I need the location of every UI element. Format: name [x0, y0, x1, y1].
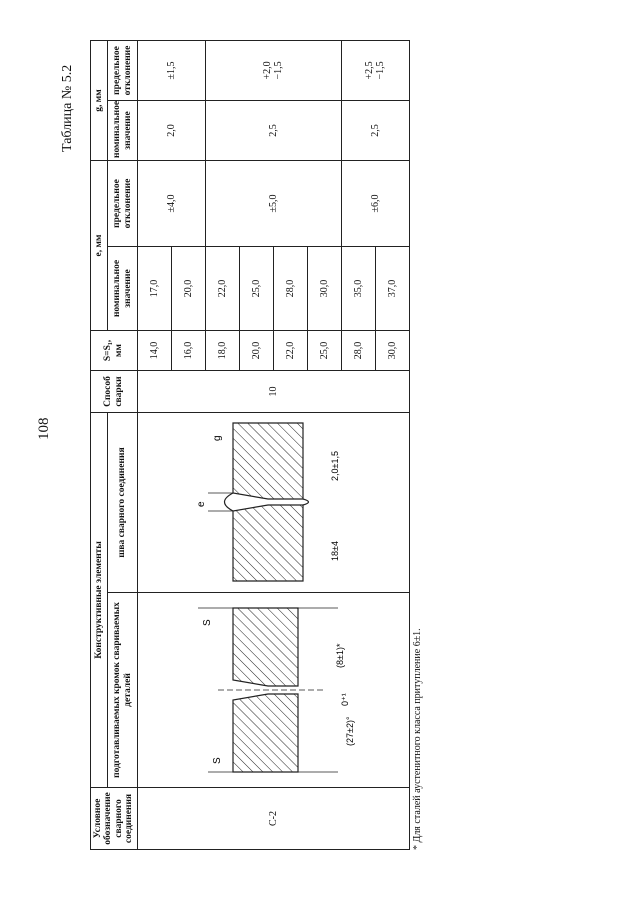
root-width-label: 18±4	[329, 541, 340, 562]
s-cell: 30,0	[375, 331, 409, 371]
s-cell: 16,0	[171, 331, 205, 371]
footnote: * Для сталей аустенитного класса притупление 6±1.	[411, 628, 423, 850]
header-e-limit: предельное отклонение	[108, 160, 137, 246]
s-cell: 22,0	[273, 331, 307, 371]
angle-label: (27±2)°	[344, 716, 355, 746]
e-nominal-cell: 37,0	[375, 247, 409, 331]
s-cell: 28,0	[341, 331, 375, 371]
weld-root	[303, 500, 309, 506]
g-nominal-cell: 2,0	[137, 100, 205, 160]
weld-diagram	[138, 414, 406, 592]
s-cell: 20,0	[239, 331, 273, 371]
s-right-label: S	[201, 619, 213, 626]
g-nominal-cell: 2,5	[341, 100, 409, 160]
header-structural: Конструктивные элементы	[91, 413, 108, 788]
e-label: e	[195, 501, 207, 508]
g-limit-cell: +2,0 −1,5	[205, 40, 341, 100]
weld-cap	[224, 494, 233, 512]
e-limit-cell: ±5,0	[205, 160, 341, 246]
header-thickness: S=S₁, мм	[91, 331, 138, 371]
header-e-nominal: номинальное значение	[108, 247, 137, 331]
e-nominal-cell: 35,0	[341, 247, 375, 331]
g-limit-cell: +2,5 −1,5	[341, 40, 409, 100]
header-g-limit: предельное отклонение	[108, 40, 137, 100]
g-limit-cell: ±1,5	[137, 40, 205, 100]
e-nominal-cell: 22,0	[205, 247, 239, 331]
e-nominal-cell: 17,0	[137, 247, 171, 331]
e-nominal-cell: 28,0	[273, 247, 307, 331]
root-label: (8±1)*	[334, 643, 345, 668]
e-nominal-cell: 20,0	[171, 247, 205, 331]
s-cell: 14,0	[137, 331, 171, 371]
s-cell: 18,0	[205, 331, 239, 371]
left-plate	[233, 694, 298, 772]
e-nominal-cell: 30,0	[307, 247, 341, 331]
g-label: g	[211, 435, 223, 442]
header-prepared-edges: подготавливаемых кромок свариваемых деталей	[108, 593, 137, 788]
header-e: e, мм	[91, 160, 108, 330]
gap-label: 0⁺¹	[339, 693, 350, 706]
right-plate	[233, 608, 298, 686]
header-g: g, мм	[91, 40, 108, 160]
g-nominal-cell: 2,5	[205, 100, 341, 160]
header-weld-seam: шва сварного соединения	[108, 413, 137, 593]
edges-diagram-cell	[137, 593, 409, 788]
weld-table	[90, 40, 410, 850]
rotated-table-block	[90, 42, 430, 850]
joint-designation: С-2	[137, 788, 409, 850]
page-number: 108	[36, 417, 52, 440]
header-method: Способ сварки	[91, 371, 138, 413]
e-limit-cell: ±6,0	[341, 160, 409, 246]
s-left-label: S	[211, 757, 223, 764]
weld-left-plate	[233, 506, 303, 582]
header-g-nominal: номинальное значение	[108, 100, 137, 160]
e-nominal-cell: 25,0	[239, 247, 273, 331]
welding-method: 10	[137, 371, 409, 413]
edge-prep-diagram	[138, 594, 406, 786]
root-height-label: 2,0±1,5	[329, 451, 340, 482]
weld-right-plate	[233, 424, 303, 500]
table-title: Таблица № 5.2	[60, 64, 75, 152]
weld-diagram-cell	[137, 413, 409, 593]
e-limit-cell: ±4,0	[137, 160, 205, 246]
s-cell: 25,0	[307, 331, 341, 371]
header-designation: Условное обозначение сварного соединения	[91, 788, 138, 850]
